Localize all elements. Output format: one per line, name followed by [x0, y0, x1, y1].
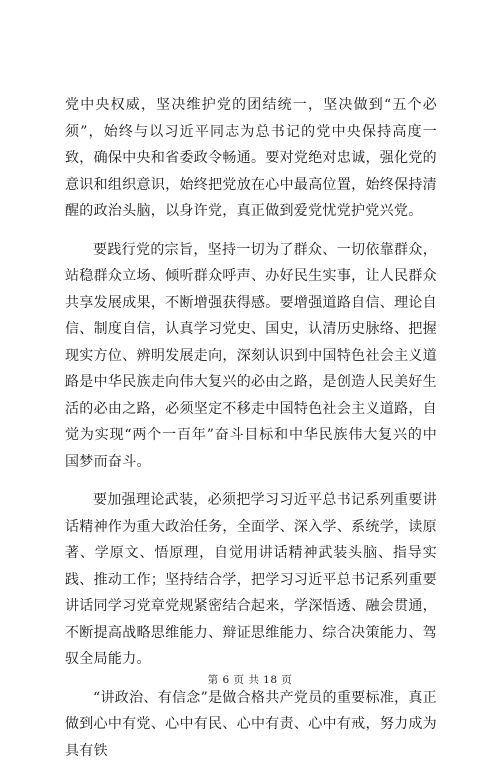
page-footer: 第 6 页 共 18 页 [0, 672, 500, 687]
paragraph-continued: 党中央权威，坚决维护党的团结统一，坚决做到“五个必须”，始终与以习近平同志为总书记的党中央保持高度一致，确保中央和省委政令畅通。要对党绝对忠诚，强化党的意识和组织意识，始终把党放在心中最高位置，始终保持清醒的政治头脑，以身许党，真正做到爱党忧党护党兴党。 [65, 92, 437, 225]
paragraph: 要加强理论武装，必须把学习习近平总书记系列重要讲话精神作为重大政治任务，全面学、深入学、系统学，读原著、学原文、悟原理，自觉用讲话精神武装头脑、指导实践、推动工作；坚持结合学，把学习习近平总书记系列重要讲话同学习党章党规紧密结合起来，学深悟透、融会贯通，不断提高战略思维能力、辩证思维能力、综合决策能力、驾驭全局能力。 [65, 487, 437, 673]
paragraph: 要践行党的宗旨，坚持一切为了群众、一切依靠群众，站稳群众立场、倾听群众呼声、办好民生实事，让人民群众共享发展成果，不断增强获得感。要增强道路自信、理论自信、制度自信，认真学习党史、国史，认清历史脉络、把握现实方位、辨明发展走向，深刻认识到中国特色社会主义道路是中华民族走向伟大复兴的必由之路，是创造人民美好生活的必由之路，必须坚定不移走中国特色社会主义道路，自觉为实现“两个一百年”奋斗目标和中华民族伟大复兴的中国梦而奋斗。 [65, 237, 437, 476]
paragraph: “讲政治、有信念”是做合格共产党员的重要标准，真正做到心中有党、心中有民、心中有责、心中有戒，努力成为具有铁 [65, 685, 437, 764]
document-body [65, 92, 437, 764]
